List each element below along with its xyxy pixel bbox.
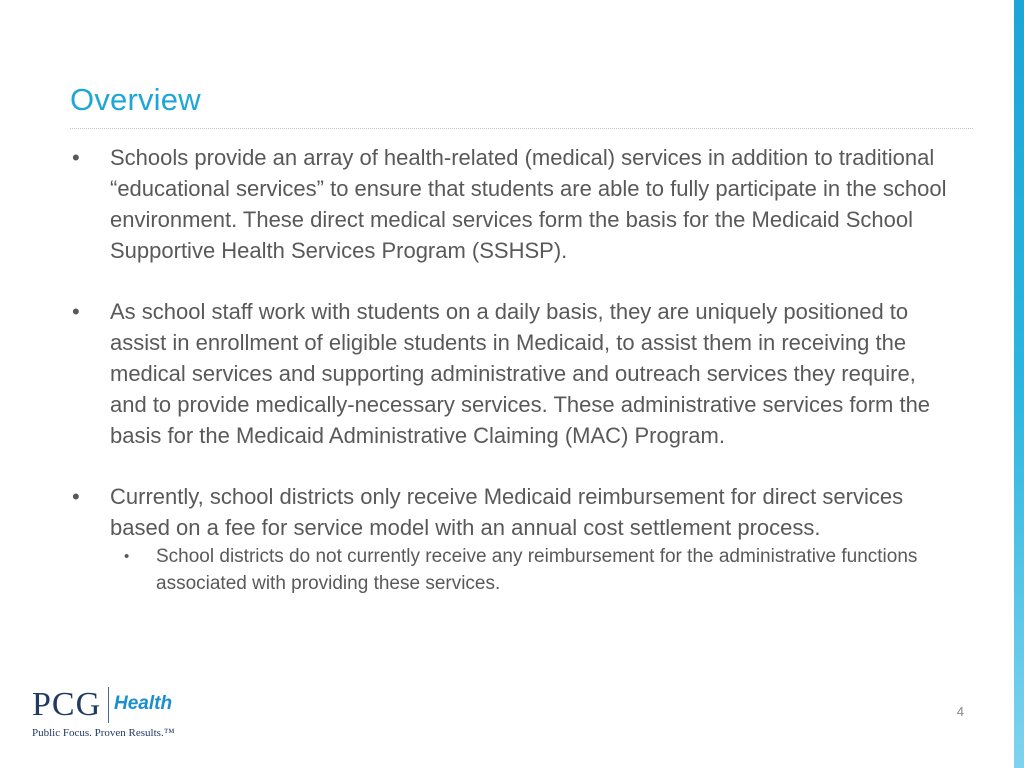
sub-bullet-icon: • [124, 548, 130, 565]
bullet-text: Schools provide an array of health-related (medical) services in addition to traditional “educational services” to ensure that students are able to fully participate in the school environment. These direct medical services form the basis for the Medicaid School Supportive Health Services Program (SSHSP). [110, 145, 947, 263]
bullet-icon: • [72, 484, 80, 509]
page-number: 4 [956, 704, 964, 719]
bullet-item [68, 142, 948, 266]
title-divider [70, 128, 973, 129]
slide-title: Overview [70, 82, 201, 117]
sub-bullet-item [124, 543, 948, 597]
bullet-item [68, 296, 948, 451]
bullet-item [68, 481, 948, 543]
bullet-icon: • [72, 299, 80, 324]
logo-division: Health [114, 693, 173, 714]
bullet-icon: • [72, 145, 80, 170]
logo-divider [108, 687, 109, 723]
logo-brand: PCG [32, 686, 102, 723]
logo-tagline: Public Focus. Proven Results.™ [32, 727, 175, 739]
slide-body [68, 142, 948, 597]
pcg-health-logo [30, 684, 230, 744]
accent-bar [1014, 0, 1024, 768]
bullet-text: As school staff work with students on a daily basis, they are uniquely positioned to assist in enrollment of eligible students in Medicaid, to assist them in receiving the medical services and supporting administrative and outreach services they require, and to provide medically-necessary services. These administrative services form the basis for the Medicaid Administrative Claiming (MAC) Program. [110, 299, 931, 448]
bullet-text: Currently, school districts only receive Medicaid reimbursement for direct services based on a fee for service model with an annual cost settlement process. [110, 484, 904, 540]
sub-bullet-text: School districts do not currently receive any reimbursement for the administrative functions associated with providing these services. [156, 546, 918, 594]
